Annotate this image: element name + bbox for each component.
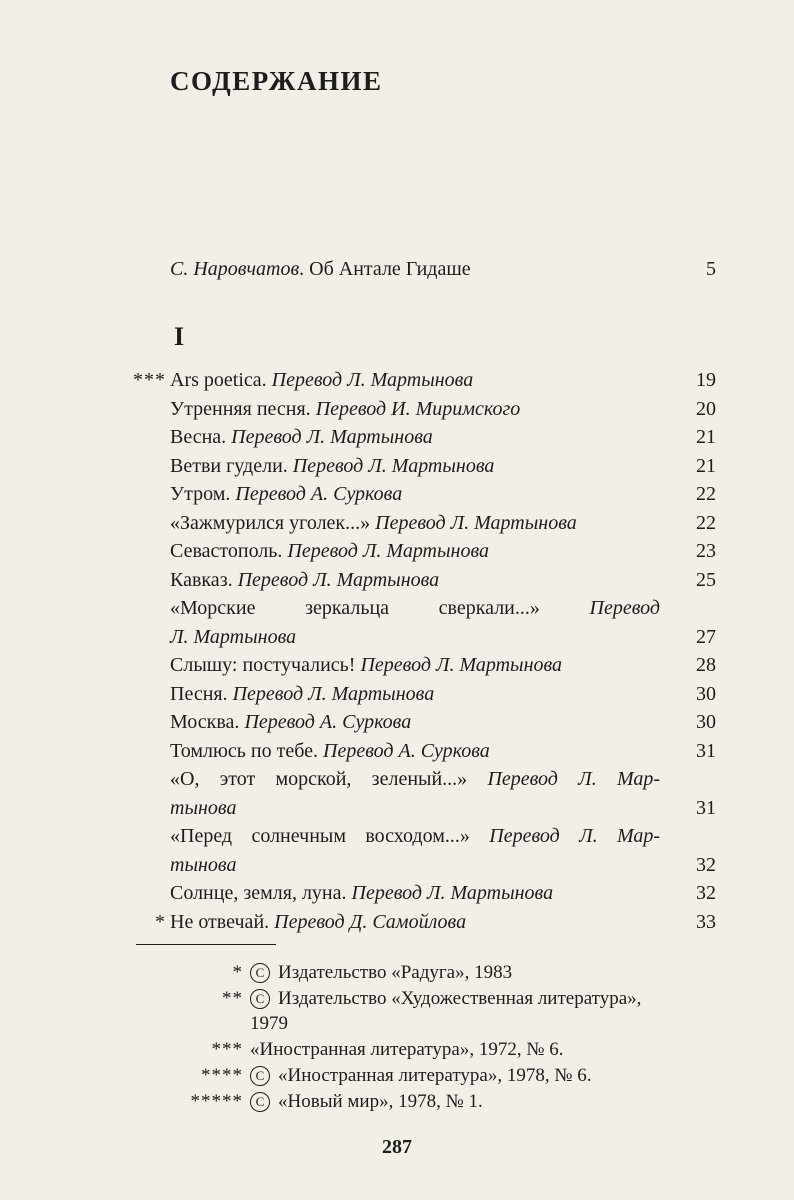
copyright-icon: C [250,1092,270,1112]
entry-line [170,509,660,538]
table-of-contents [120,366,716,936]
toc-entry [120,879,716,908]
translator: Перевод Л. Мартынова [375,511,577,534]
poem-title: Ветви гудели. [170,454,288,477]
toc-entry [120,509,716,538]
page-title: СОДЕРЖАНИЕ [170,66,383,96]
poem-title: «Зажмурился уголек...» [170,511,371,534]
toc-entry [120,366,716,395]
entry-page-number: 31 [696,739,716,762]
footnote-line: Издательство «Художественная литература», [278,988,642,1009]
translator: Перевод Л. Мар- [489,825,661,847]
poem-title: Утренняя песня. [170,397,311,420]
toc-entry [120,737,716,766]
footnote-mark: *** [133,369,166,391]
translator: Перевод Л. Мартынова [231,426,433,448]
toc-entry [120,566,716,595]
entry-line [170,651,660,680]
entry-line [170,423,660,452]
footnote-mark: *** [211,1039,243,1060]
poem-title: Утром. [170,483,231,505]
entry-line [170,395,660,424]
footnote-mark: **** [201,1065,243,1086]
poem-title: Москва. [170,711,240,733]
page-number: 287 [382,1136,412,1158]
entry-page-number: 21 [696,454,716,477]
section-heading: I [174,322,185,351]
entry-line [170,537,660,566]
entry-line [170,765,660,794]
footnote-mark: * [232,962,243,983]
footnote-line: «Иностранная литература», 1972, № 6. [250,1039,564,1060]
footnote [120,986,716,1036]
entry-line [170,594,660,623]
entry-page-number: 21 [696,426,716,448]
translator: Перевод А. Суркова [244,711,412,733]
entry-line [170,908,660,937]
intro-page: 5 [706,258,716,280]
intro-title: Об Антале Гидаше [309,258,471,280]
poem-title: Томлюсь по тебе. [170,739,319,762]
toc-entry [120,594,716,651]
footnote-divider [136,944,276,945]
toc-entry [120,395,716,424]
toc-entry [120,423,716,452]
translator: Перевод [589,597,660,619]
translator: тынова [170,796,237,819]
footnote-text [250,1063,716,1088]
translator: тынова [170,853,237,876]
translator: Перевод А. Суркова [323,739,490,762]
entry-page-number: 30 [696,682,716,705]
intro-text: С. Наровчатов. Об Антале Гидаше [170,258,471,280]
footnote-mark: ***** [190,1091,243,1112]
toc-entry [120,452,716,481]
poem-title: Не отвечай. [170,910,270,933]
toc-entry [120,680,716,709]
entry-line [170,851,660,880]
entry-line [170,366,660,395]
translator: Перевод Л. Мартынова [232,682,435,705]
footnote-mark: ** [222,988,243,1009]
footnote-line: «Новый мир», 1978, № 1. [278,1091,483,1112]
entry-page-number: 22 [696,483,716,505]
entry-page-number: 33 [696,910,716,933]
entry-line [170,680,660,709]
footnote [120,960,716,985]
translator: Перевод Д. Самойлова [274,910,467,933]
toc-entry [120,537,716,566]
poem-title: Весна. [170,426,227,448]
toc-entry [120,908,716,937]
translator: Перевод Л. Мартынова [287,540,490,562]
entry-page-number: 19 [696,369,716,391]
translator: Перевод А. Суркова [235,483,403,505]
poem-title: Ars poetica. [170,369,267,391]
entry-line [170,623,660,652]
toc-entry [120,651,716,680]
copyright-icon: C [250,1066,270,1086]
footnote [120,1037,716,1062]
footnote-line: 1979 [250,1013,288,1034]
translator: Перевод Л. Мартынова [237,568,440,591]
intro-entry [170,258,716,281]
footnote [120,1089,716,1114]
entry-page-number: 25 [696,568,716,591]
translator: Перевод И. Миримского [315,397,521,420]
translator: Перевод Л. Мар- [487,768,660,790]
toc-entry [120,480,716,509]
entry-line [170,708,660,737]
entry-line [170,452,660,481]
poem-title: «О, этот морской, зеленый...» [170,768,468,790]
toc-entry [120,765,716,822]
poem-title: Севастополь. [170,540,283,562]
footnote-text [250,960,716,985]
toc-entry [120,708,716,737]
poem-title: Слышу: постучались! [170,654,356,676]
entry-page-number: 27 [696,625,716,648]
footnote-text [250,986,716,1036]
translator: Перевод Л. Мартынова [351,882,554,904]
translator: Перевод Л. Мартынова [271,369,474,391]
toc-entry [120,822,716,879]
footnotes [120,960,716,1115]
entry-page-number: 31 [696,796,716,819]
footnote-line: «Иностранная литература», 1978, № 6. [278,1065,592,1086]
translator: Перевод Л. Мартынова [360,654,563,676]
entry-page-number: 22 [696,511,716,534]
footnote-text [250,1089,716,1114]
entry-line [170,879,660,908]
intro-author: С. Наровчатов [170,258,300,280]
entry-page-number: 20 [696,397,716,420]
entry-line [170,794,660,823]
translator: Л. Мартынова [170,625,297,648]
poem-title: «Морские зеркальца сверкали...» [170,597,540,619]
copyright-icon: C [250,989,270,1009]
entry-page-number: 32 [696,853,716,876]
translator: Перевод Л. Мартынова [292,454,495,477]
entry-line [170,822,660,851]
entry-line [170,737,660,766]
poem-title: Кавказ. [170,568,233,591]
entry-page-number: 32 [696,882,716,904]
footnote-mark: * [155,910,166,933]
footnote-line: Издательство «Радуга», 1983 [278,962,513,983]
poem-title: «Перед солнечным восходом...» [170,825,470,847]
entry-page-number: 23 [696,540,716,562]
footnote [120,1063,716,1088]
copyright-icon: C [250,963,270,983]
footnote-text [250,1037,716,1062]
entry-page-number: 28 [696,654,716,676]
poem-title: Песня. [170,682,228,705]
entry-line [170,566,660,595]
entry-line [170,480,660,509]
entry-page-number: 30 [696,711,716,733]
poem-title: Солнце, земля, луна. [170,882,347,904]
